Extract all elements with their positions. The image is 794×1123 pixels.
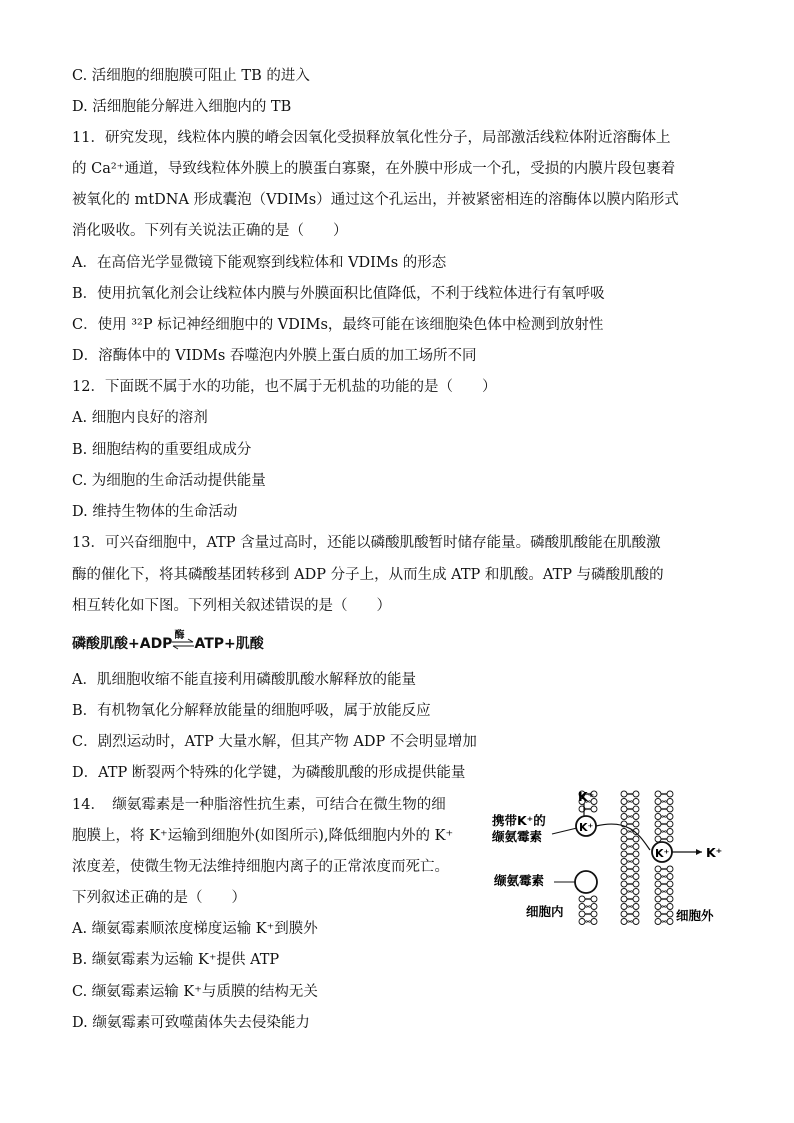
lipid-head bbox=[621, 844, 627, 850]
lipid-head bbox=[655, 866, 661, 872]
q13-stem-line1: 13．可兴奋细胞中，ATP 含量过高时，还能以磷酸肌酸暂时储存能量。磷酸肌酸能在肌酸激 bbox=[72, 535, 661, 551]
q13-stem-line3: 相互转化如下图。下列相关叙述错误的是（ ） bbox=[72, 598, 391, 614]
q13-equation bbox=[72, 630, 264, 653]
q14-option-c: C. 缬氨霉素运输 K⁺与质膜的结构无关 bbox=[72, 984, 318, 1000]
q11-stem-line3: 被氧化的 mtDNA 形成囊泡（VDIMs）通过这个孔运出，并被紧密相连的溶酶体以膜内陷形式 bbox=[72, 192, 679, 208]
q14-stem-line3: 浓度差，使微生物无法维持细胞内离子的正常浓度而死亡。 bbox=[72, 859, 449, 875]
q10-option-c: C. 活细胞的细胞膜可阻止 TB 的进入 bbox=[72, 68, 310, 84]
valinomycin-free bbox=[575, 871, 597, 893]
equation-right: ATP+肌酸 bbox=[194, 636, 264, 652]
reversible-arrow bbox=[172, 630, 194, 651]
lipid-head bbox=[633, 791, 639, 797]
q13-option-d: D．ATP 断裂两个特殊的化学键，为磷酸肌酸的形成提供能量 bbox=[72, 765, 466, 781]
lipid-head bbox=[621, 806, 627, 812]
lipid-head bbox=[633, 851, 639, 857]
lipid-head bbox=[633, 821, 639, 827]
q14-option-a: A. 缬氨霉素顺浓度梯度运输 K⁺到膜外 bbox=[72, 921, 318, 937]
lipid-head bbox=[633, 844, 639, 850]
lipid-head bbox=[591, 896, 597, 902]
lipid-head bbox=[667, 911, 673, 917]
q11-stem-line4: 消化吸收。下列有关说法正确的是（ ） bbox=[72, 223, 348, 239]
lipid-head bbox=[621, 791, 627, 797]
q14-stem-line2: 胞膜上，将 K⁺运输到细胞外(如图所示),降低细胞内外的 K⁺ bbox=[72, 828, 454, 844]
lipid-head bbox=[667, 874, 673, 880]
q12-option-b: B. 细胞结构的重要组成成分 bbox=[72, 442, 252, 458]
k-ion-out-free-label: K⁺ bbox=[706, 845, 723, 860]
lipid-head bbox=[655, 911, 661, 917]
lipid-head bbox=[667, 919, 673, 925]
lipid-head bbox=[579, 896, 585, 902]
lipid-head bbox=[655, 919, 661, 925]
lipid-head bbox=[621, 919, 627, 925]
cell-outside-label: 细胞外 bbox=[676, 908, 714, 923]
q12-option-c: C. 为细胞的生命活动提供能量 bbox=[72, 473, 266, 489]
lipid-head bbox=[621, 814, 627, 820]
lipid-head bbox=[633, 911, 639, 917]
lipid-head bbox=[655, 881, 661, 887]
lipid-head bbox=[667, 821, 673, 827]
lipid-head bbox=[655, 874, 661, 880]
lipid-head bbox=[655, 821, 661, 827]
q11-stem-line1: 11．研究发现，线粒体内膜的嵴会因氧化受损释放氧化性分子，局部激活线粒体附近溶酶体上 bbox=[72, 130, 671, 146]
lipid-head bbox=[633, 904, 639, 910]
lipid-head bbox=[579, 919, 585, 925]
lipid-head bbox=[667, 836, 673, 842]
lipid-head bbox=[621, 859, 627, 865]
lipid-head bbox=[633, 874, 639, 880]
q13-option-a: A．肌细胞收缩不能直接利用磷酸肌酸水解释放的能量 bbox=[72, 672, 416, 688]
lipid-head bbox=[633, 859, 639, 865]
lipid-head bbox=[667, 896, 673, 902]
lipid-head bbox=[633, 889, 639, 895]
q11-option-b: B．使用抗氧化剂会让线粒体内膜与外膜面积比值降低，不利于线粒体进行有氧呼吸 bbox=[72, 286, 605, 302]
q11-option-a: A．在高倍光学显微镜下能观察到线粒体和 VDIMs 的形态 bbox=[72, 255, 447, 271]
lipid-head bbox=[655, 904, 661, 910]
lipid-head bbox=[655, 896, 661, 902]
q10-option-d: D. 活细胞能分解进入细胞内的 TB bbox=[72, 99, 292, 115]
k-release-arrowhead bbox=[696, 849, 702, 855]
lipid-head bbox=[621, 911, 627, 917]
lipid-head bbox=[667, 791, 673, 797]
equation-left: 磷酸肌酸+ADP bbox=[72, 636, 173, 652]
lipid-head bbox=[591, 806, 597, 812]
lipid-head bbox=[591, 919, 597, 925]
q14-stem-line1: 14． 缬氨霉素是一种脂溶性抗生素，可结合在微生物的细 bbox=[72, 797, 446, 813]
k-ion-out-bound-label: K⁺ bbox=[655, 847, 670, 860]
k-ion-in-label: K⁺ bbox=[579, 821, 594, 834]
lipid-head bbox=[621, 896, 627, 902]
lipid-head bbox=[655, 799, 661, 805]
lipid-head bbox=[633, 814, 639, 820]
lipid-head bbox=[655, 791, 661, 797]
lipid-head bbox=[591, 904, 597, 910]
carrier-label-line1: 携带K⁺的 bbox=[492, 813, 546, 828]
lipid-head bbox=[633, 866, 639, 872]
lipid-head bbox=[621, 829, 627, 835]
lipid-head bbox=[667, 866, 673, 872]
lipid-head bbox=[667, 889, 673, 895]
lipid-head bbox=[621, 836, 627, 842]
lipid-head bbox=[591, 911, 597, 917]
carrier-pointer-line bbox=[552, 828, 577, 834]
q12-option-a: A. 细胞内良好的溶剂 bbox=[72, 410, 208, 426]
lipid-head bbox=[633, 896, 639, 902]
lipid-head bbox=[655, 806, 661, 812]
lipid-head bbox=[621, 881, 627, 887]
lipid-head bbox=[621, 904, 627, 910]
lipid-head bbox=[633, 836, 639, 842]
lipid-head bbox=[667, 799, 673, 805]
lipid-head bbox=[633, 799, 639, 805]
q14-option-d: D. 缬氨霉素可致噬菌体失去侵染能力 bbox=[72, 1015, 310, 1031]
lipid-head bbox=[633, 881, 639, 887]
cell-inside-label: 细胞内 bbox=[526, 904, 564, 919]
lipid-head bbox=[655, 889, 661, 895]
lipid-head bbox=[667, 829, 673, 835]
lipid-head bbox=[621, 889, 627, 895]
q13-option-c: C．剧烈运动时，ATP 大量水解，但其产物 ADP 不会明显增加 bbox=[72, 734, 477, 750]
q11-stem-line2: 的 Ca²⁺通道，导致线粒体外膜上的膜蛋白寡聚，在外膜中形成一个孔，受损的内膜片段包裹着 bbox=[72, 161, 676, 177]
enzyme-label: 酶 bbox=[174, 630, 185, 641]
q11-option-d: D．溶酶体中的 VIDMs 吞噬泡内外膜上蛋白质的加工场所不同 bbox=[72, 348, 477, 364]
q13-option-b: B．有机物氧化分解释放能量的细胞呼吸，属于放能反应 bbox=[72, 703, 431, 719]
lipid-head bbox=[621, 851, 627, 857]
q14-option-b: B. 缬氨霉素为运输 K⁺提供 ATP bbox=[72, 952, 280, 968]
lipid-head bbox=[655, 836, 661, 842]
lipid-head bbox=[621, 866, 627, 872]
q12-stem: 12．下面既不属于水的功能，也不属于无机盐的功能的是（ ） bbox=[72, 379, 497, 395]
lipid-head bbox=[621, 799, 627, 805]
lipid-head bbox=[633, 806, 639, 812]
lipid-head bbox=[667, 881, 673, 887]
q14-stem-line4: 下列叙述正确的是（ ） bbox=[72, 890, 246, 906]
q12-option-d: D. 维持生物体的生命活动 bbox=[72, 504, 238, 520]
k-ion-top-label: K⁺ bbox=[578, 789, 595, 804]
lipid-head bbox=[667, 904, 673, 910]
q13-stem-line2: 酶的催化下，将其磷酸基团转移到 ADP 分子上，从而生成 ATP 和肌酸。ATP 与磷酸肌酸的 bbox=[72, 567, 664, 583]
lipid-head bbox=[579, 904, 585, 910]
lipid-head bbox=[633, 919, 639, 925]
q11-option-c: C．使用 ³²P 标记神经细胞中的 VDIMs，最终可能在该细胞染色体中检测到放射性 bbox=[72, 317, 604, 333]
lipid-head bbox=[655, 814, 661, 820]
lipid-head bbox=[621, 874, 627, 880]
valinomycin-membrane-diagram bbox=[490, 788, 730, 930]
carrier-label-line2: 缬氨霉素 bbox=[492, 829, 543, 844]
lipid-head bbox=[667, 806, 673, 812]
valinomycin-label: 缬氨霉素 bbox=[494, 873, 545, 888]
lipid-head bbox=[655, 829, 661, 835]
lipid-head bbox=[667, 814, 673, 820]
lipid-head bbox=[579, 911, 585, 917]
